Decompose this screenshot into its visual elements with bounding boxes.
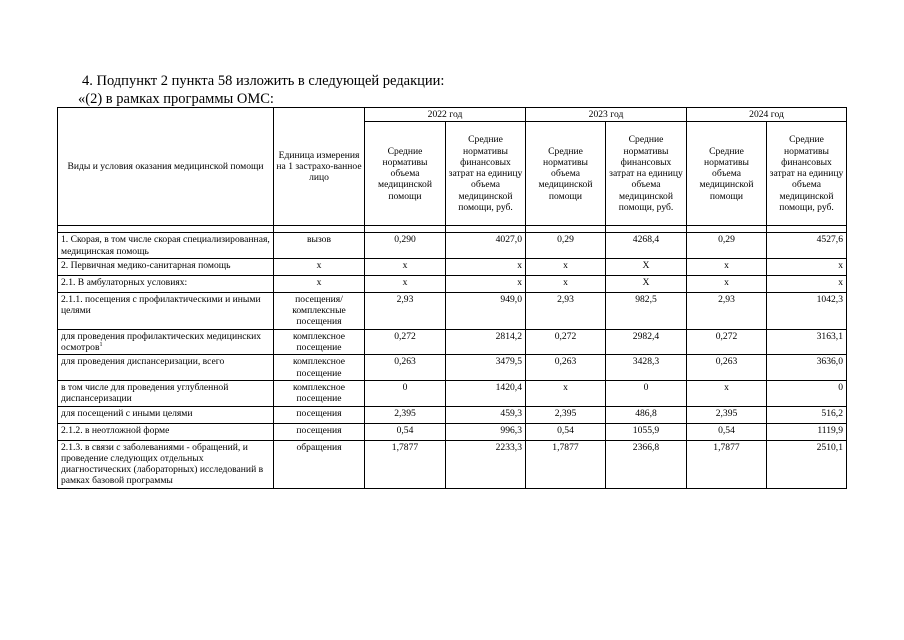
row-unit: посещения/ комплексные посещения <box>274 292 365 329</box>
row-value-cell: 2366,8 <box>606 440 687 488</box>
row-name: в том числе для проведения углубленной диспансеризации <box>61 381 229 405</box>
row-value-cell: 2510,1 <box>767 440 847 488</box>
header-unit: Единица измерения на 1 застрахо-ванное лицо <box>274 108 365 226</box>
row-value-cell: 0,272 <box>526 329 606 355</box>
row-name-cell <box>58 329 274 355</box>
row-value-cell: 982,5 <box>606 292 687 329</box>
row-value-cell: 2,93 <box>526 292 606 329</box>
row-value-cell: 2,93 <box>365 292 446 329</box>
row-value-cell: x <box>767 275 847 292</box>
row-name-cell <box>58 423 274 440</box>
row-value-cell: 1,7877 <box>365 440 446 488</box>
row-value-cell: 949,0 <box>446 292 526 329</box>
row-unit: x <box>274 258 365 275</box>
row-name: 2.1.1. посещения с профилактическими и иными целями <box>61 293 261 317</box>
row-name: 2. Первичная медико-санитарная помощь <box>61 259 231 271</box>
row-name: для проведения профилактических медицинских осмотров <box>61 330 262 354</box>
amendment-heading: 4. Подпункт 2 пункта 58 изложить в следующей редакции: <box>82 73 445 89</box>
row-value-cell: x <box>365 258 446 275</box>
row-unit: посещения <box>274 406 365 423</box>
row-value-cell: 459,3 <box>446 406 526 423</box>
row-value-cell: 0,54 <box>526 423 606 440</box>
row-value-cell: 3163,1 <box>767 329 847 355</box>
row-value-cell: 2814,2 <box>446 329 526 355</box>
program-subheading: «(2) в рамках программы ОМС: <box>78 91 274 107</box>
row-value-cell: x <box>365 275 446 292</box>
row-unit: обращения <box>274 440 365 488</box>
row-value-cell: 0,54 <box>365 423 446 440</box>
row-value-cell: x <box>446 258 526 275</box>
row-name: 1. Скорая, в том числе скорая специализированная, медицинская помощь <box>61 234 270 257</box>
row-value-cell: 3636,0 <box>767 355 847 381</box>
row-name: 2.1.2. в неотложной форме <box>61 424 170 436</box>
row-value-cell: x <box>526 380 606 406</box>
row-value-cell: 1042,3 <box>767 292 847 329</box>
row-name-cell <box>58 380 274 406</box>
table-row <box>58 275 847 292</box>
header-year-2023: 2023 год <box>526 108 687 122</box>
row-value-cell: 0,29 <box>526 233 606 259</box>
row-value-cell: 4527,6 <box>767 233 847 259</box>
table-row <box>58 258 847 275</box>
table-row <box>58 440 847 488</box>
row-unit: x <box>274 275 365 292</box>
header-year-2024: 2024 год <box>687 108 847 122</box>
row-name: для проведения диспансеризации, всего <box>61 356 225 368</box>
row-value-cell: 3428,3 <box>606 355 687 381</box>
header-volume-2024: Средние нормативы объема медицинской помощи <box>687 122 767 226</box>
table-row <box>58 233 847 259</box>
header-cost-2022: Средние нормативы финансовых затрат на единицу объема медицинской помощи, руб. <box>446 122 526 226</box>
table-body <box>58 233 847 488</box>
row-value-cell: 0,272 <box>687 329 767 355</box>
row-value-cell: 4027,0 <box>446 233 526 259</box>
row-unit: вызов <box>274 233 365 259</box>
row-value-cell: 0,272 <box>365 329 446 355</box>
row-value-cell: 0 <box>606 380 687 406</box>
row-value-cell: 2982,4 <box>606 329 687 355</box>
row-value-cell: X <box>606 258 687 275</box>
footnote-marker: 1 <box>99 341 103 348</box>
header-spacer-row <box>58 226 847 233</box>
row-value-cell: 0,263 <box>526 355 606 381</box>
row-value-cell: 2,395 <box>365 406 446 423</box>
header-cost-2024: Средние нормативы финансовых затрат на единицу объема медицинской помощи, руб. <box>767 122 847 226</box>
row-value-cell: 0,29 <box>687 233 767 259</box>
table-row <box>58 355 847 381</box>
row-value-cell: 0 <box>365 380 446 406</box>
row-unit: комплексное посещение <box>274 329 365 355</box>
row-value-cell: 1,7877 <box>687 440 767 488</box>
row-name: для посещений с иными целями <box>61 407 193 419</box>
row-value-cell: 2,395 <box>687 406 767 423</box>
row-name: 2.1.3. в связи с заболеваниями - обращений, и проведение следующих отдельных диагностических (лабораторных) исследований в рамках базовой программы <box>61 441 264 487</box>
table-row <box>58 423 847 440</box>
table-row <box>58 292 847 329</box>
row-value-cell: x <box>687 258 767 275</box>
table-row <box>58 380 847 406</box>
row-name-cell <box>58 233 274 259</box>
row-value-cell: x <box>687 380 767 406</box>
header-year-2022: 2022 год <box>365 108 526 122</box>
row-value-cell: 0,263 <box>365 355 446 381</box>
header-types: Виды и условия оказания медицинской помощи <box>58 108 274 226</box>
table-row <box>58 406 847 423</box>
table-row <box>58 329 847 355</box>
header-volume-2022: Средние нормативы объема медицинской помощи <box>365 122 446 226</box>
row-value-cell: 2,395 <box>526 406 606 423</box>
row-value-cell: 3479,5 <box>446 355 526 381</box>
row-value-cell: 2233,3 <box>446 440 526 488</box>
row-name-cell <box>58 406 274 423</box>
row-value-cell: 0,54 <box>687 423 767 440</box>
row-value-cell: x <box>526 258 606 275</box>
row-value-cell: 1119,9 <box>767 423 847 440</box>
row-name: 2.1. В амбулаторных условиях: <box>61 276 188 288</box>
row-value-cell: 1055,9 <box>606 423 687 440</box>
row-value-cell: 0,263 <box>687 355 767 381</box>
row-value-cell: 516,2 <box>767 406 847 423</box>
row-name-cell <box>58 292 274 329</box>
row-value-cell: x <box>526 275 606 292</box>
row-value-cell: 486,8 <box>606 406 687 423</box>
row-value-cell: x <box>446 275 526 292</box>
row-name-cell <box>58 355 274 381</box>
row-name-cell <box>58 275 274 292</box>
row-value-cell: 996,3 <box>446 423 526 440</box>
row-unit: посещения <box>274 423 365 440</box>
row-name-cell <box>58 440 274 488</box>
row-unit: комплексное посещение <box>274 380 365 406</box>
header-cost-2023: Средние нормативы финансовых затрат на единицу объема медицинской помощи, руб. <box>606 122 687 226</box>
row-value-cell: 0,290 <box>365 233 446 259</box>
row-unit: комплексное посещение <box>274 355 365 381</box>
row-value-cell: X <box>606 275 687 292</box>
row-value-cell: 2,93 <box>687 292 767 329</box>
norms-table <box>57 107 847 489</box>
row-value-cell: x <box>687 275 767 292</box>
row-value-cell: x <box>767 258 847 275</box>
header-volume-2023: Средние нормативы объема медицинской помощи <box>526 122 606 226</box>
row-value-cell: 4268,4 <box>606 233 687 259</box>
row-name-cell <box>58 258 274 275</box>
row-value-cell: 1,7877 <box>526 440 606 488</box>
row-value-cell: 0 <box>767 380 847 406</box>
row-value-cell: 1420,4 <box>446 380 526 406</box>
